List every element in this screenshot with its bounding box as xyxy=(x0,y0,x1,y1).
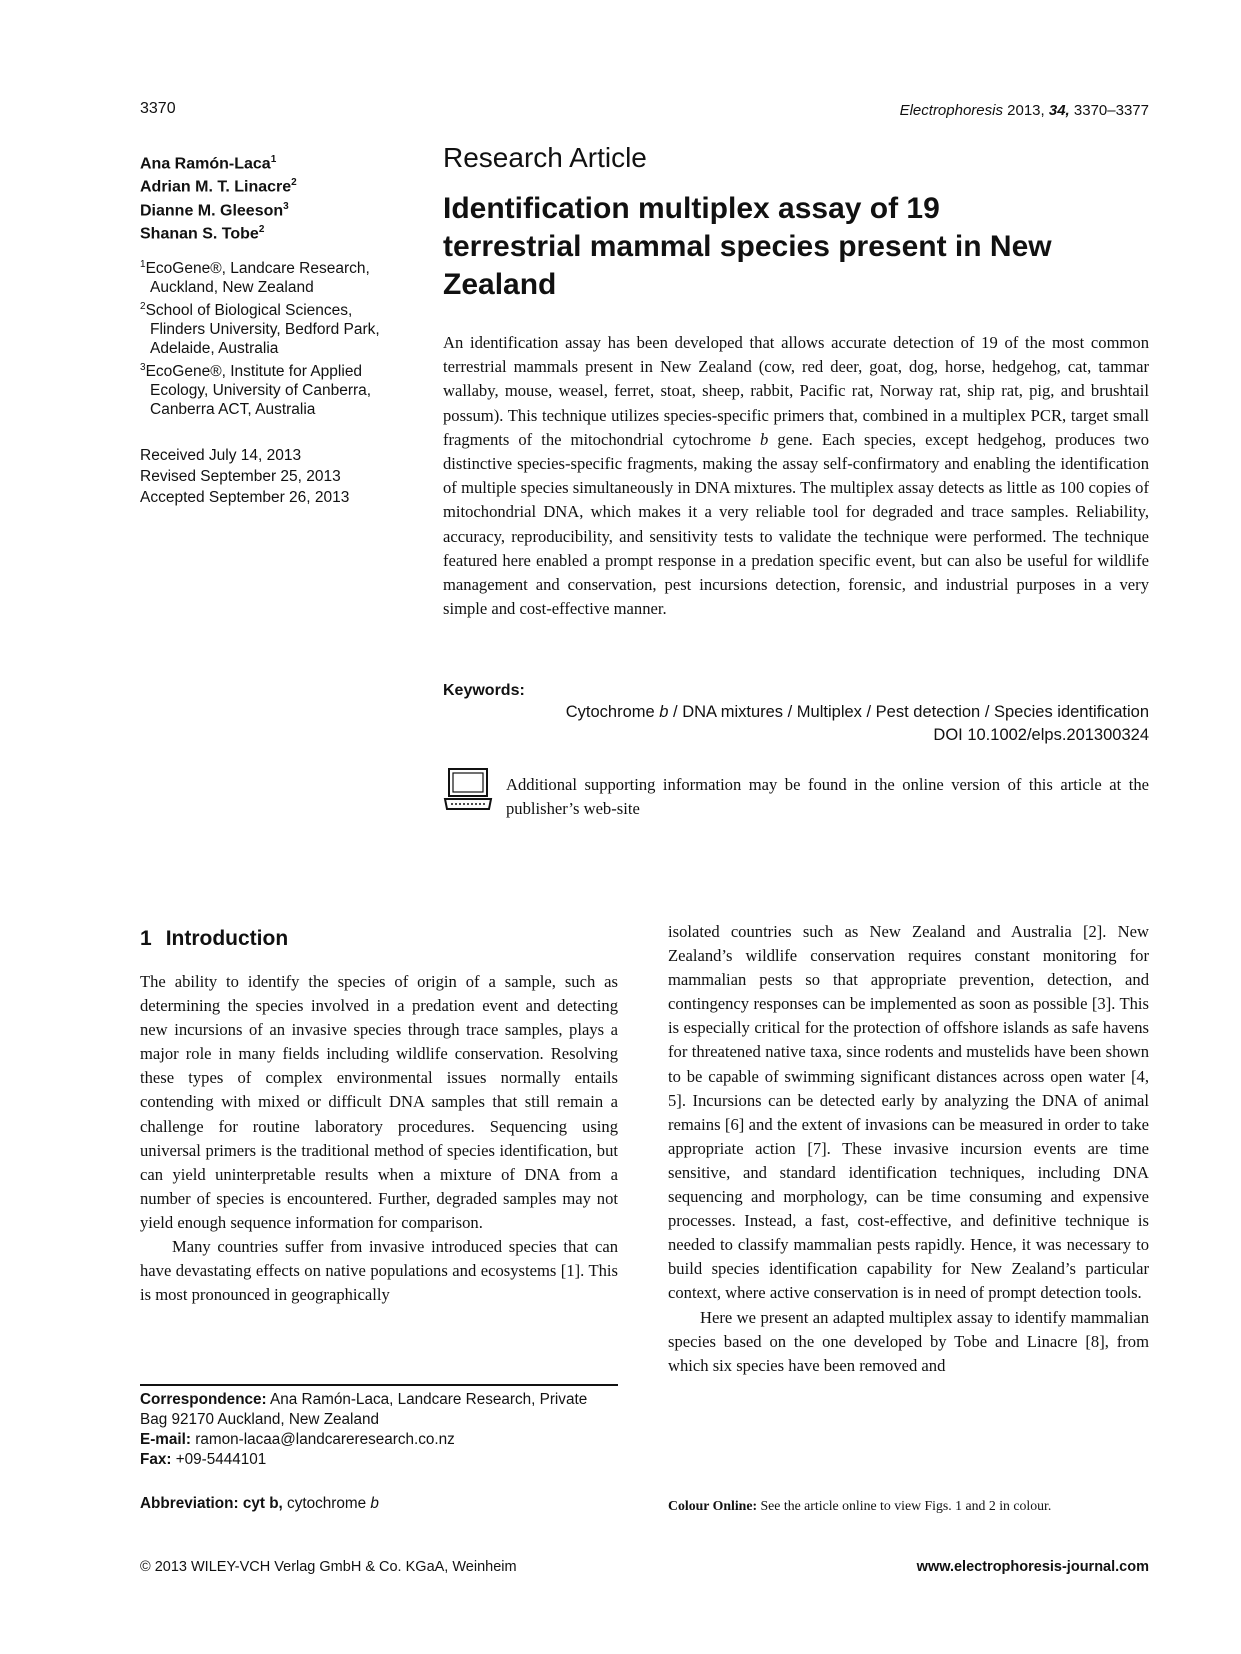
journal-website-link[interactable]: www.electrophoresis-journal.com xyxy=(916,1559,1149,1575)
article-title: Identification multiplex assay of 19 terrestrial mammal species present in New Zealand xyxy=(443,192,1052,301)
computer-icon xyxy=(443,767,493,812)
paragraph: Here we present an adapted multiplex assay to identify mammalian species based on the one developed by Tobe and Linacre [8], from which six species have been removed and xyxy=(668,1307,1149,1375)
paragraph: The ability to identify the species of origin of a sample, such as determining the species involved in a predation event and detecting new incursions of an invasive species through trace samples, plays a major role in many fields including wildlife conservation. Resolving these types of complex environmental issues normally entails contending with mixed or difficult DNA samples that still remain a challenge for routine laboratory procedures. Sequencing using universal primers is the traditional method of species identification, but can yield uninterpretable results when a mixture of DNA from a number of species is encountered. Further, degraded samples may not yield enough sequence information for comparison. xyxy=(140,972,618,1232)
date-received: Received July 14, 2013 xyxy=(140,447,302,464)
section-title: Introduction xyxy=(165,927,289,950)
page-number: 3370 xyxy=(140,100,176,117)
affiliation: $^2$School of Biological Sciences, Flinders University, Bedford Park, Adelaide, Australia xyxy=(140,301,380,358)
email-link[interactable]: ramon-lacaa@landcareresearch.co.nz xyxy=(191,1431,455,1448)
supporting-info-note: Additional supporting information may be found in the online version of this article at the publisher’s web-site xyxy=(506,775,1149,818)
author: Shanan S. Tobe$^2$ xyxy=(140,223,265,243)
colour-online-note: Colour Online: See the article online to view Figs. 1 and 2 in colour. xyxy=(668,1498,1052,1513)
abbreviation-footnote: Abbreviation: cyt b, cytochrome b xyxy=(140,1495,379,1512)
date-accepted: Accepted September 26, 2013 xyxy=(140,489,350,506)
doi: DOI 10.1002/elps.201300324 xyxy=(933,726,1149,744)
correspondence-footnote: Correspondence: Ana Ramón-Laca, Landcare Research, Private Bag 92170 Auckland, New Zealand E-mail: ramon-lacaa@landcareresearch.co.nz Fax: +09-5444101 xyxy=(140,1391,588,1468)
keywords-heading: Keywords: xyxy=(443,682,525,699)
paragraph: Many countries suffer from invasive introduced species that can have devastating effects on native populations and ecosystems [1]. This is most pronounced in geographically xyxy=(140,1237,618,1305)
author: Ana Ramón-Laca$^1$ xyxy=(140,154,277,173)
author-list xyxy=(140,150,297,243)
affiliations xyxy=(140,255,410,419)
author: Dianne M. Gleeson$^3$ xyxy=(140,200,289,219)
date-revised: Revised September 25, 2013 xyxy=(140,468,341,485)
article-dates xyxy=(140,445,349,508)
journal-pages: 3370–3377 xyxy=(1073,102,1149,119)
affiliation: $^3$EcoGene®, Institute for Applied Ecology, University of Canberra, Canberra ACT, Australia xyxy=(140,362,372,419)
journal-volume: 34, xyxy=(1048,102,1070,119)
keywords-list: Cytochrome b / DNA mixtures / Multiplex / Pest detection / Species identification xyxy=(565,703,1149,721)
author: Adrian M. T. Linacre$^2$ xyxy=(140,177,297,196)
footnote-divider xyxy=(140,1384,618,1386)
section-heading xyxy=(140,927,288,951)
left-column xyxy=(140,970,618,1307)
affiliation: $^1$EcoGene®, Landcare Research, Auckland, New Zealand xyxy=(140,259,370,297)
journal-year: 2013, xyxy=(1007,102,1045,119)
journal-reference xyxy=(900,102,1149,119)
right-column xyxy=(668,920,1149,1378)
article-type: Research Article xyxy=(443,142,647,173)
paragraph: isolated countries such as New Zealand and Australia [2]. New Zealand’s wildlife conservation requires constant monitoring for mammalian pests so that appropriate prevention, detection, and contingency responses can be implemented as soon as possible [3]. This is especially critical for the protection of offshore islands as safe havens for threatened native taxa, since rodents and mustelids have been shown to be capable of swimming significant distances across open water [4, 5]. Incursions can be detected early by analyzing the DNA of animal remains [6] and the extent of invasions can be measured in order to take appropriate action [7]. These invasive incursion events are time sensitive, and standard identification techniques, including DNA sequencing and morphology, can be time consuming and expensive processes. Instead, a fast, cost-effective, and definitive technique is needed to classify mammalian pests rapidly. Hence, it was necessary to build species identification capability for New Zealand’s particular context, where active conservation is in need of prompt detection tools. xyxy=(668,922,1149,1303)
copyright: © 2013 WILEY-VCH Verlag GmbH & Co. KGaA, Weinheim xyxy=(140,1559,517,1575)
abstract: An identification assay has been developed that allows accurate detection of 19 of the most common terrestrial mammals present in New Zealand (cow, red deer, goat, dog, horse, hedgehog, cat, tammar wallaby, mouse, weasel, ferret, stoat, sheep, rabbit, Pacific rat, Norway rat, ship rat, pig, and brushtail possum). This technique utilizes species-specific primers that, combined in a multiplex PCR, target small fragments of the mitochondrial cytochrome b gene. Each species, except hedgehog, produces two distinctive species-specific fragments, making the assay self-confirmatory and enabling the identification of multiple species simultaneously in DNA mixtures. The multiplex assay detects as little as 100 copies of mitochondrial DNA, which makes it a very reliable tool for degraded and trace samples. Reliability, accuracy, reproducibility, and sensitivity tests to validate the technique were performed. The technique featured here enabled a prompt response in a predation specific event, but can also be useful for wildlife management and conservation, pest incursions detection, forensic, and industrial purposes in a very simple and cost-effective manner. xyxy=(443,333,1149,619)
section-number: 1 xyxy=(140,927,152,950)
journal-name: Electrophoresis xyxy=(899,102,1003,119)
